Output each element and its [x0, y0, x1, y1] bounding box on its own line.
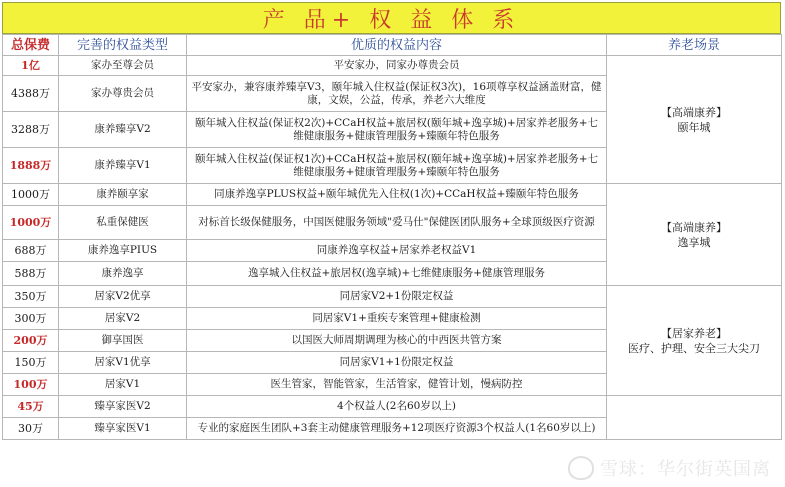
content-cell: 平安家办，兼容康养臻享V3，颐年城入住权益(保证权3次)，16项尊享权益涵盖财富，健康，文娱，公益，传承，养老六大维度 — [187, 76, 607, 112]
premium-cell: 300万 — [3, 308, 59, 330]
header-benefit-content: 优质的权益内容 — [187, 35, 607, 56]
type-cell: 康养臻享V1 — [59, 148, 187, 184]
content-cell: 平安家办，同家办尊贵会员 — [187, 56, 607, 76]
scene-label: 【居家养老】 — [661, 326, 727, 340]
sheet-title: 产 品+ 权 益 体 系 — [2, 2, 781, 34]
content-cell: 以国医大师周期调理为核心的中西医共管方案 — [187, 330, 607, 352]
scene-location: 医疗、护理、安全三大尖刀 — [628, 341, 760, 355]
premium-cell: 588万 — [3, 262, 59, 286]
type-cell: 家办至尊会员 — [59, 56, 187, 76]
content-cell: 同康养逸享PLUS权益+颐年城优先入住权(1次)+CCaH权益+臻颐年特色服务 — [187, 184, 607, 206]
header-scenario: 养老场景 — [607, 35, 782, 56]
premium-cell: 688万 — [3, 240, 59, 262]
content-cell: 对标首长级保健服务，中国医健服务领域"爱马仕"保健医团队服务+全球顶级医疗资源 — [187, 206, 607, 240]
content-cell: 4个权益人(2名60岁以上) — [187, 396, 607, 418]
premium-cell: 350万 — [3, 286, 59, 308]
benefit-table — [2, 34, 782, 440]
content-cell: 颐年城入住权益(保证权2次)+CCaH权益+旅居权(颐年城+逸享城)+居家养老服务+七维健康服务+健康管理服务+臻颐年特色服务 — [187, 112, 607, 148]
type-cell: 居家V2 — [59, 308, 187, 330]
content-cell: 同居家V1+1份限定权益 — [187, 352, 607, 374]
type-cell: 御享国医 — [59, 330, 187, 352]
table-row — [3, 56, 782, 76]
content-cell: 同居家V2+1份限定权益 — [187, 286, 607, 308]
premium-cell: 100万 — [3, 374, 59, 396]
premium-cell: 30万 — [3, 418, 59, 440]
content-cell: 同居家V1+重疾专案管理+健康检测 — [187, 308, 607, 330]
benefit-sheet — [2, 2, 781, 440]
premium-cell: 1888万 — [3, 148, 59, 184]
scene-location: 颐年城 — [677, 120, 711, 134]
type-cell: 康养逸享 — [59, 262, 187, 286]
type-cell: 居家V1优享 — [59, 352, 187, 374]
premium-cell: 45万 — [3, 396, 59, 418]
scene-cell-yixiang — [607, 184, 782, 286]
type-cell: 康养逸享PIUS — [59, 240, 187, 262]
content-cell: 同康养逸享权益+居家养老权益V1 — [187, 240, 607, 262]
scene-location: 逸享城 — [677, 235, 711, 249]
premium-cell: 200万 — [3, 330, 59, 352]
type-cell: 臻享家医V1 — [59, 418, 187, 440]
premium-cell: 4388万 — [3, 76, 59, 112]
type-cell: 康养颐享家 — [59, 184, 187, 206]
header-total-premium: 总保费 — [3, 35, 59, 56]
snowball-logo-icon — [568, 456, 594, 480]
premium-cell: 1000万 — [3, 206, 59, 240]
type-cell: 康养臻享V2 — [59, 112, 187, 148]
type-cell: 家办尊贵会员 — [59, 76, 187, 112]
scene-cell-yinian — [607, 56, 782, 184]
content-cell: 颐年城入住权益(保证权1次)+CCaH权益+旅居权(颐年城+逸享城)+居家养老服务+七维健康服务+健康管理服务+臻颐年特色服务 — [187, 148, 607, 184]
premium-cell: 1亿 — [3, 56, 59, 76]
content-cell: 医生管家，智能管家，生活管家，健管计划，慢病防控 — [187, 374, 607, 396]
type-cell: 居家V1 — [59, 374, 187, 396]
premium-cell: 150万 — [3, 352, 59, 374]
header-row — [3, 35, 782, 56]
content-cell: 专业的家庭医生团队+3套主动健康管理服务+12项医疗资源3个权益人(1名60岁以上) — [187, 418, 607, 440]
premium-cell: 1000万 — [3, 184, 59, 206]
premium-cell: 3288万 — [3, 112, 59, 148]
header-benefit-type: 完善的权益类型 — [59, 35, 187, 56]
type-cell: 私重保健医 — [59, 206, 187, 240]
table-row — [3, 184, 782, 206]
table-row — [3, 396, 782, 418]
table-row — [3, 286, 782, 308]
watermark-text: 雪球：华尔街英国离 — [600, 459, 771, 480]
scene-cell-empty — [607, 396, 782, 440]
type-cell: 臻享家医V2 — [59, 396, 187, 418]
scene-cell-home — [607, 286, 782, 396]
scene-label: 【高端康养】 — [661, 105, 727, 119]
content-cell: 逸享城入住权益+旅居权(逸享城)+七维健康服务+健康管理服务 — [187, 262, 607, 286]
scene-label: 【高端康养】 — [661, 220, 727, 234]
watermark — [568, 455, 771, 481]
type-cell: 居家V2优享 — [59, 286, 187, 308]
